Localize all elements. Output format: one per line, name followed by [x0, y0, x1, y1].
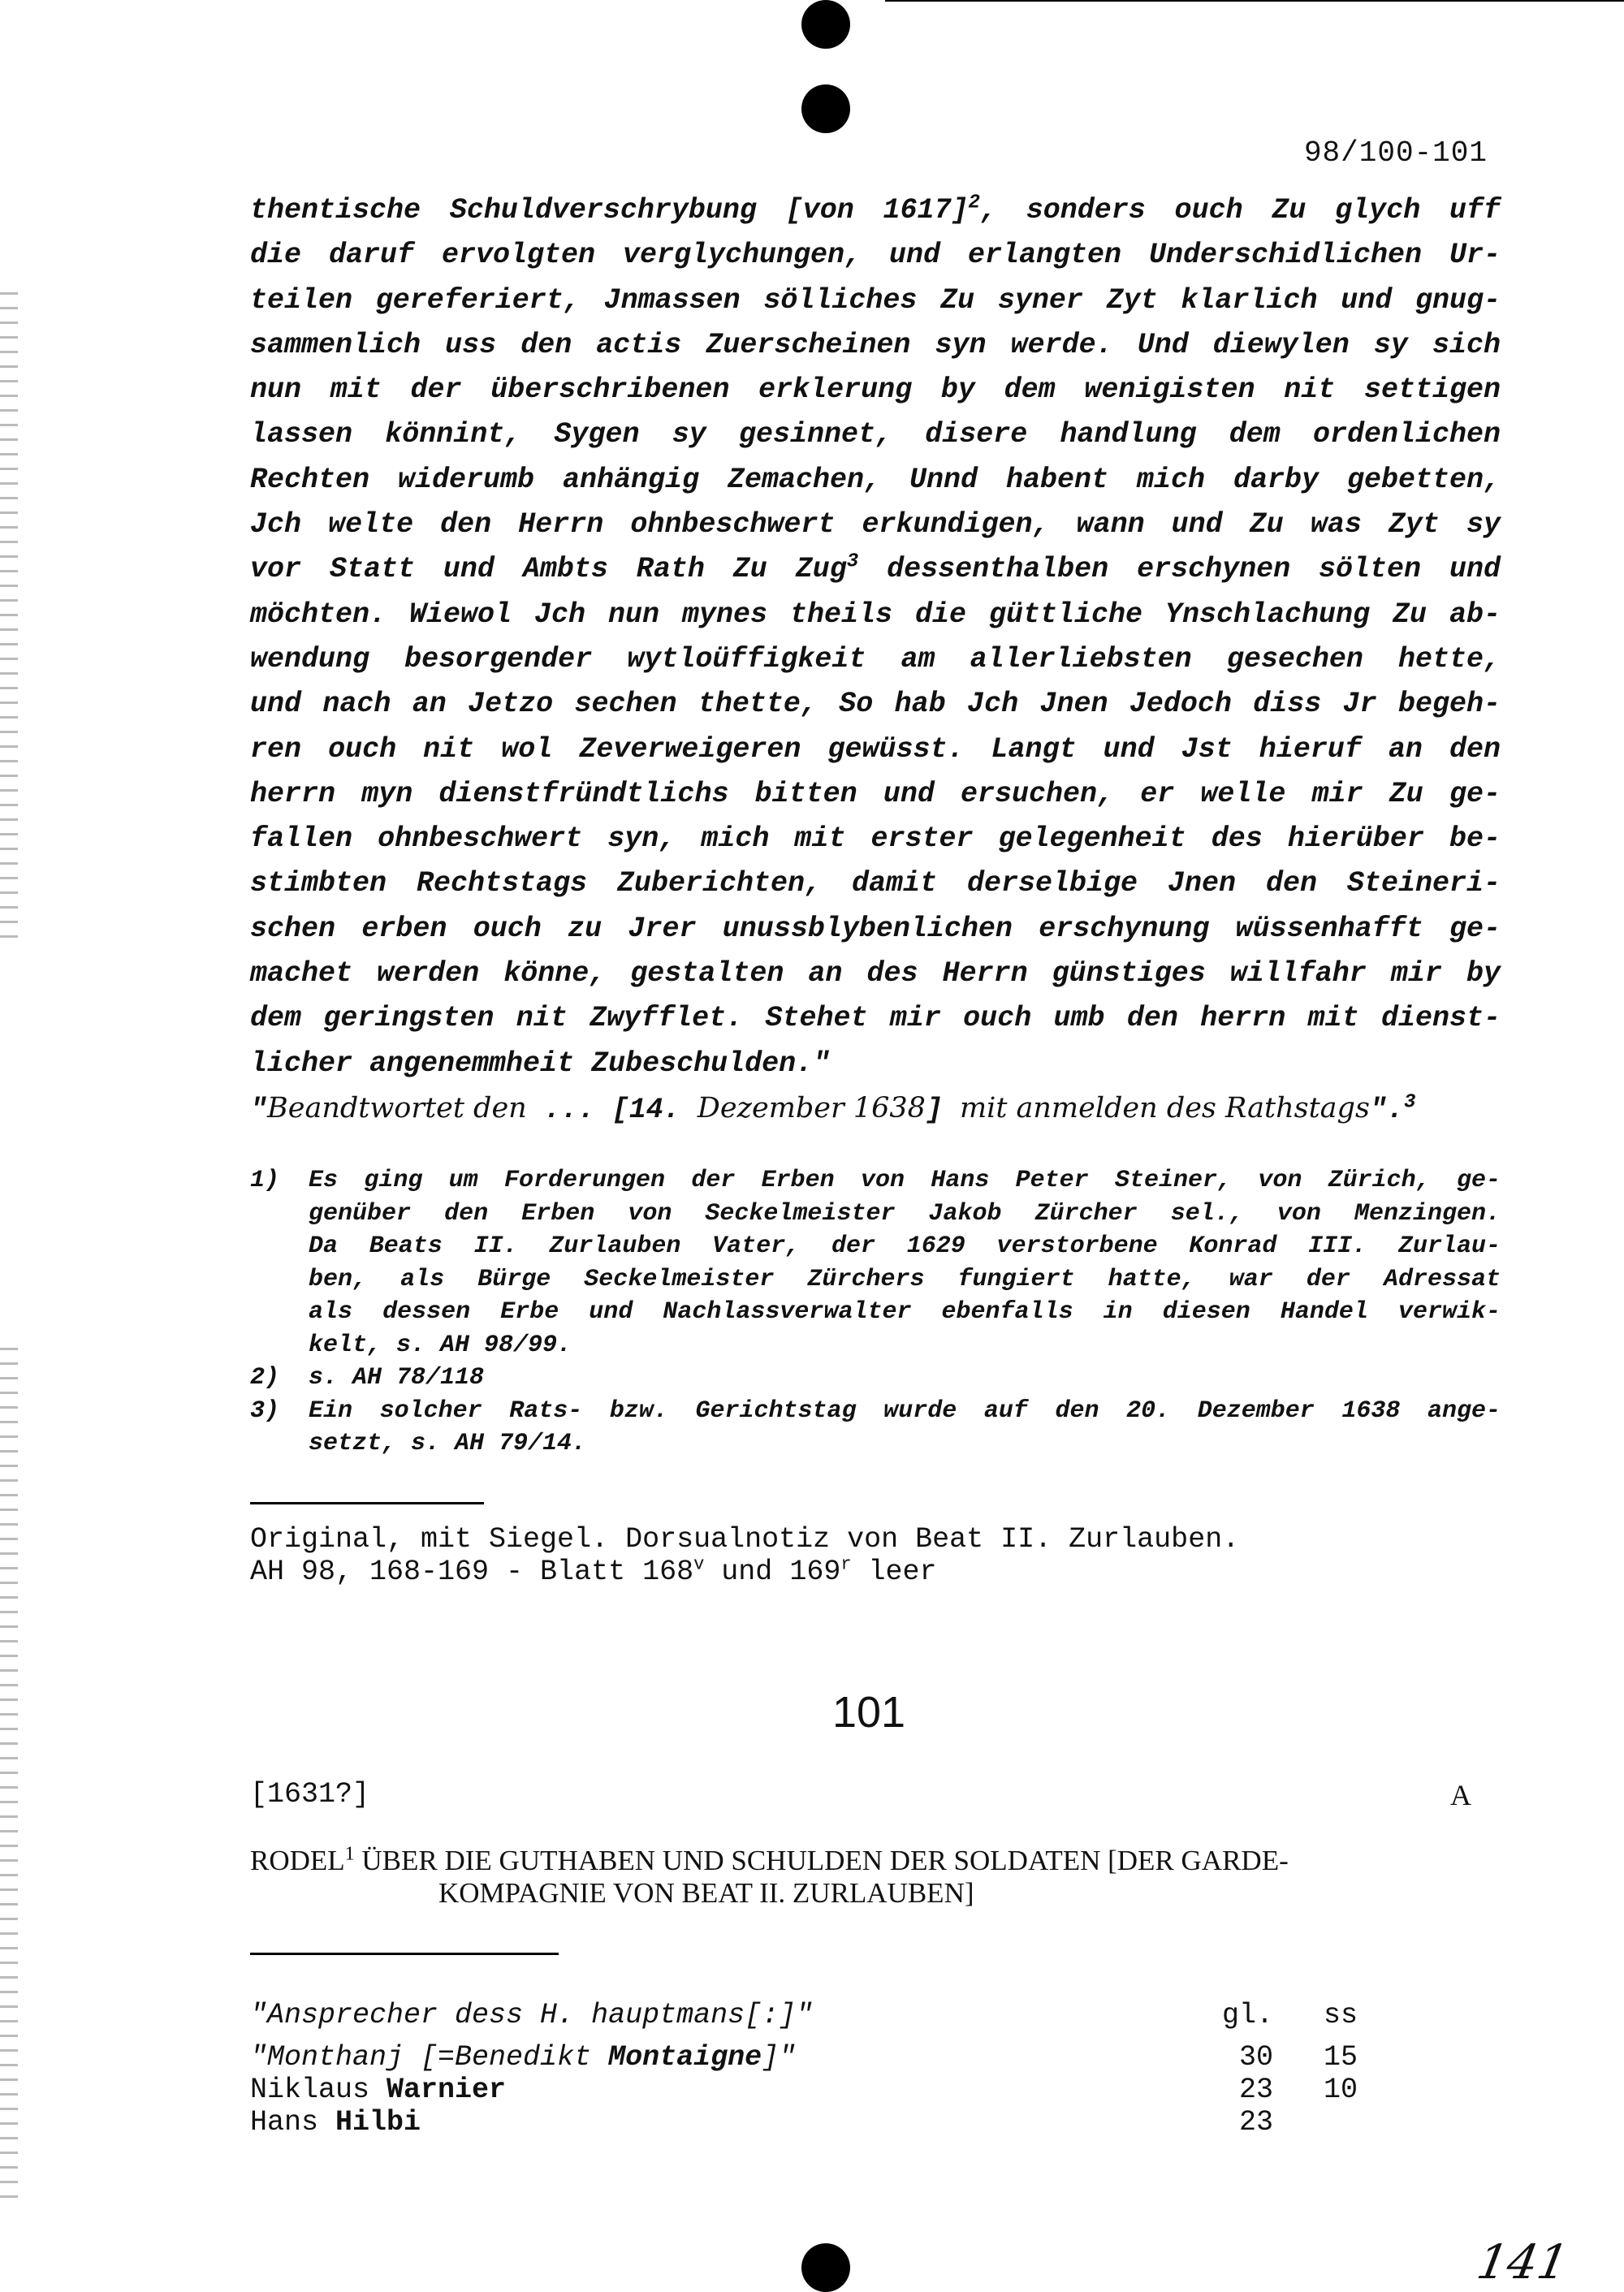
table-row — [250, 2106, 1387, 2139]
footnote-line: setzt, s. AH 79/14. — [309, 1430, 587, 1457]
body-line: möchten. Wiewol Jch nun mynes theils die güttliche Ynschlachung Zu ab- — [250, 598, 1501, 631]
top-border-line — [885, 0, 1624, 2]
separator-rule — [250, 1502, 484, 1504]
body-line: machet werden könne, gestalten an des Herrn günstiges willfahr mir by — [250, 957, 1501, 991]
body-line: nun mit der überschribenen erklerung by dem wenigisten nit settigen — [250, 373, 1501, 407]
source-line-1: Original, mit Siegel. Dorsualnotiz von Beat II. Zurlauben. — [250, 1523, 1240, 1556]
table-row — [250, 2041, 1387, 2074]
footnote-line: kelt, s. AH 98/99. — [309, 1331, 572, 1359]
footnote-2: 2) s. AH 78/118 — [250, 1362, 1501, 1395]
body-line: fallen ohnbeschwert syn, mich mit erster gelegenheit des hierüber be- — [250, 822, 1501, 856]
row-gl: 23 — [1238, 2106, 1273, 2139]
footnote-3: 3) Ein solcher Rats- bzw. Gerichtstag wurde auf den 20. Dezember 1638 ange- setzt, s. AH 79/14. — [250, 1395, 1501, 1461]
separator-rule-2 — [250, 1953, 559, 1955]
header-ss: ss — [1323, 1999, 1358, 2031]
footnotes — [250, 1164, 1501, 1461]
row-ss: 15 — [1323, 2041, 1358, 2074]
ledger-table — [250, 1999, 1387, 2139]
document-letter: A — [1450, 1779, 1471, 1811]
footnote-line: Es ging um Forderungen der Erben von Hans Peter Steiner, von Zürich, ge- — [309, 1167, 1501, 1194]
body-line: die daruf ervolgten verglychungen, und erlangten Underschidlichen Ur- — [250, 239, 1501, 272]
body-line: stimbten Rechtstags Zuberichten, damit derselbige Jnen den Steineri- — [250, 867, 1501, 900]
body-line: thentische Schuldverschrybung [von 1617]$^2$, sonders ouch Zu glych uff — [250, 192, 1501, 227]
header-gl: gl. — [1221, 1999, 1273, 2031]
document-number: 101 — [831, 1688, 906, 1737]
handwritten-folio-number: 141 — [1473, 2234, 1573, 2290]
row-ss: 10 — [1323, 2074, 1358, 2106]
body-line: vor Statt und Ambts Rath Zu Zug$^3$ dessenthalben erschynen sölten und — [250, 550, 1501, 586]
header-name: "Ansprecher dess H. hauptmans[:]" — [250, 1999, 814, 2031]
body-line: teilen gereferiert, Jnmassen sölliches Zu syner Zyt klarlich und gnug- — [250, 283, 1501, 317]
punch-hole-bottom — [801, 2243, 850, 2292]
footnote-1: 1) Es ging um Forderungen der Erben von Hans Peter Steiner, von Zürich, ge- genüber den Erben von Seckelmeister Jakob Zürcher sel., von Menzingen. Da Beats II. Zurlauben Vater, der 1629 verstorbene Konrad III. Zurlau- ben, als Bürge Seckelmeister Zürchers fungiert hatte, war der Adressat als dessen Erbe und Nachlassverwalter ebenfalls in diesen Handel verwik- kelt, s. AH 98/99. — [250, 1164, 1501, 1362]
footnote-line: s. AH 78/118 — [309, 1364, 485, 1392]
row-gl: 30 — [1238, 2041, 1273, 2074]
row-name: Niklaus Warnier — [250, 2074, 507, 2106]
document-title: RODEL$^1$ ÜBER DIE GUTHABEN UND SCHULDEN DER SOLDATEN [DER GARDE- KOMPAGNIE VON BEAT II. ZURLAUBEN] — [250, 1843, 1289, 1909]
punch-hole-second — [801, 84, 850, 133]
body-line: lassen könnint, Sygen sy gesinnet, disere handlung dem ordenlichen — [250, 418, 1501, 451]
table-row — [250, 2074, 1387, 2106]
table-header — [250, 1999, 1387, 2041]
punch-hole-top — [801, 0, 850, 49]
footnote-line: ben, als Bürge Seckelmeister Zürchers fungiert hatte, war der Adressat — [309, 1265, 1501, 1293]
footnote-line: als dessen Erbe und Nachlassverwalter ebenfalls in diesen Handel verwik- — [309, 1298, 1501, 1326]
scan-margin-marks — [0, 292, 18, 942]
body-line: licher angenemmheit Zubeschulden." — [250, 1047, 831, 1080]
body-line: ren ouch nit wol Zeverweigeren gewüsst. Langt und Jst hieruf an den — [250, 732, 1501, 766]
row-gl: 23 — [1238, 2074, 1273, 2106]
body-line: Rechten widerumb anhängig Zemachen, Unnd habent mich darby gebetten, — [250, 463, 1501, 496]
footnote-line: Ein solcher Rats- bzw. Gerichtstag wurde auf den 20. Dezember 1638 ange- — [309, 1396, 1501, 1425]
letter-body — [250, 188, 1501, 1133]
source-line-2: AH 98, 168-169 - Blatt 168$^v$ und 169$^r$ leer — [250, 1554, 937, 1588]
body-line: wendung besorgender wytloüffigkeit am allerliebsten gesechen hette, — [250, 642, 1501, 676]
body-line: herrn myn dienstfründtlichs bitten und ersuchen, er welle mir Zu ge- — [250, 777, 1501, 810]
footnote-line: Da Beats II. Zurlauben Vater, der 1629 verstorbene Konrad III. Zurlau- — [309, 1232, 1501, 1260]
source-note — [250, 1523, 1239, 1588]
reply-note-line: "Beandtwortet den ... [14. Dezember 1638] mit anmelden des Rathstags".$^3$ — [250, 1091, 1416, 1126]
scan-margin-marks-lower — [0, 1348, 18, 2208]
body-line: schen erben ouch zu Jrer unussblybenlichen erschynung wüssenhafft ge- — [250, 912, 1501, 945]
row-name: Hans Hilbi — [250, 2106, 421, 2139]
page-number: 98/100-101 — [1303, 136, 1488, 170]
body-line: und nach an Jetzo sechen thette, So hab Jch Jnen Jedoch diss Jr begeh- — [250, 688, 1501, 721]
body-line: Jch welte den Herrn ohnbeschwert erkundigen, wann und Zu was Zyt sy — [250, 508, 1501, 542]
body-line: dem geringsten nit Zwyfflet. Stehet mir ouch umb den herrn mit dienst- — [250, 1002, 1501, 1035]
row-name: "Monthanj [=Benedikt Montaigne]" — [250, 2041, 797, 2074]
body-line: sammenlich uss den actis Zuerscheinen syn werde. Und diewylen sy sich — [250, 328, 1501, 361]
document-date: [1631?] — [250, 1778, 370, 1811]
footnote-line: genüber den Erben von Seckelmeister Jakob Zürcher sel., von Menzingen. — [309, 1199, 1501, 1228]
